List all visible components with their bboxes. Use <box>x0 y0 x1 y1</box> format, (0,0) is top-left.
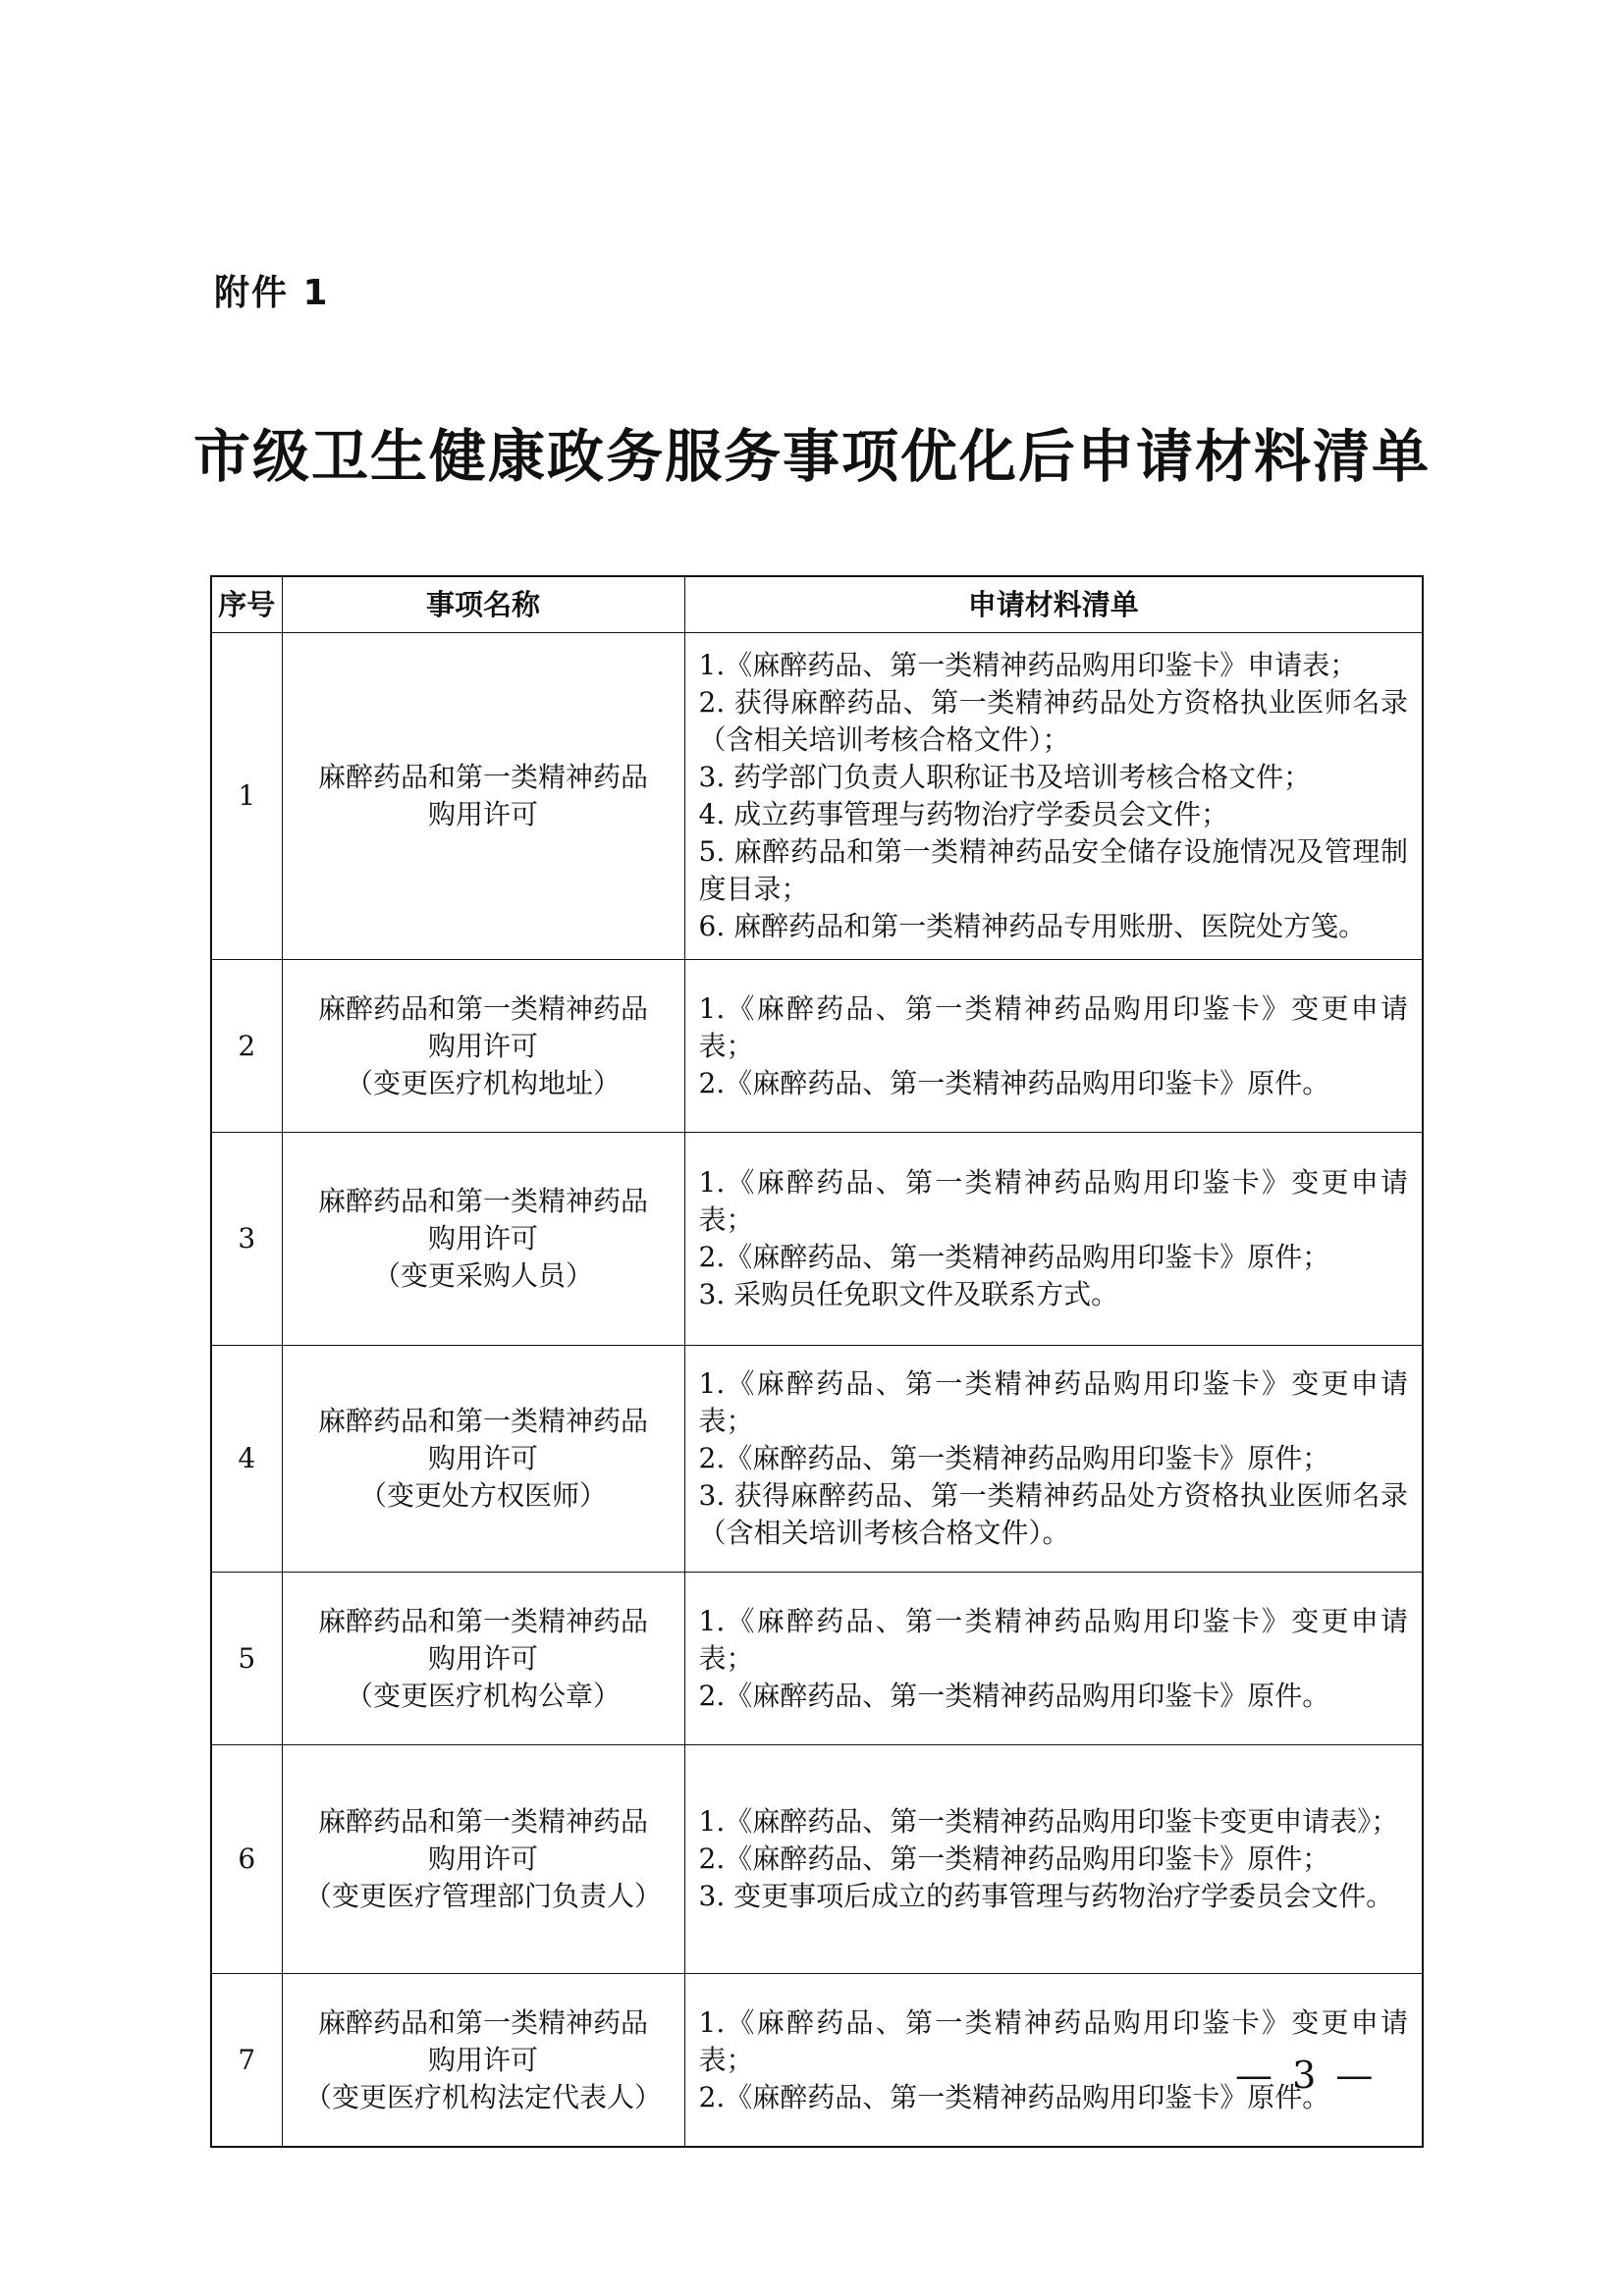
item-name-line: 麻醉药品和第一类精神药品 <box>317 1604 648 1637</box>
table-row <box>211 1133 1423 1346</box>
header-serial-number: 序号 <box>211 576 282 633</box>
material-item: 2.《麻醉药品、第一类精神药品购用印鉴卡》原件。 <box>698 1066 1330 1099</box>
item-name-line: 购用许可 <box>427 798 538 830</box>
item-name-line: 麻醉药品和第一类精神药品 <box>317 1405 648 1437</box>
material-item: 5. 麻醉药品和第一类精神药品安全储存设施情况及管理制度目录； <box>698 835 1408 905</box>
table-row <box>211 1745 1423 1974</box>
row-item-name <box>282 1346 684 1573</box>
table-row <box>211 633 1423 960</box>
item-name-line: 购用许可 <box>427 2043 538 2076</box>
item-name-line: 购用许可 <box>427 1442 538 1474</box>
row-materials <box>684 1573 1423 1745</box>
row-serial-number: 7 <box>211 1974 282 2148</box>
item-name-line: 麻醉药品和第一类精神药品 <box>317 1185 648 1217</box>
header-item-name: 事项名称 <box>282 576 684 633</box>
material-item: 2.《麻醉药品、第一类精神药品购用印鉴卡》原件。 <box>698 2080 1330 2113</box>
row-item-name <box>282 1133 684 1346</box>
row-serial-number: 4 <box>211 1346 282 1573</box>
row-item-name <box>282 633 684 960</box>
item-name-line: 购用许可 <box>427 1641 538 1675</box>
item-name-line: 购用许可 <box>427 1029 538 1062</box>
material-item: 3. 获得麻醉药品、第一类精神药品处方资格执业医师名录（含相关培训考核合格文件）。 <box>698 1479 1408 1549</box>
row-item-name <box>282 1745 684 1974</box>
material-item: 3. 变更事项后成立的药事管理与药物治疗学委员会文件。 <box>698 1880 1394 1912</box>
item-name-line: 购用许可 <box>427 1222 538 1255</box>
page-number: — 3 — <box>1235 2054 1378 2097</box>
material-item: 1.《麻醉药品、第一类精神药品购用印鉴卡》变更申请表； <box>698 1604 1408 1675</box>
document-title: 市级卫生健康政务服务事项优化后申请材料清单 <box>192 423 1431 490</box>
row-materials <box>684 633 1423 960</box>
item-name-line: （变更医疗机构公章） <box>345 1679 621 1712</box>
table-row <box>211 960 1423 1133</box>
material-item: 2.《麻醉药品、第一类精神药品购用印鉴卡》原件； <box>698 1842 1330 1875</box>
material-item: 6. 麻醉药品和第一类精神药品专用账册、医院处方笺。 <box>698 910 1367 942</box>
row-materials <box>684 1745 1423 1974</box>
material-item: 2.《麻醉药品、第一类精神药品购用印鉴卡》原件。 <box>698 1679 1330 1712</box>
material-item: 3. 药学部门负责人职称证书及培训考核合格文件； <box>698 761 1312 793</box>
table-row <box>211 1573 1423 1745</box>
row-serial-number: 5 <box>211 1573 282 1745</box>
attachment-label: 附件 1 <box>214 273 330 313</box>
row-serial-number: 2 <box>211 960 282 1133</box>
item-name-line: （变更处方权医师） <box>358 1479 607 1512</box>
row-materials <box>684 1133 1423 1346</box>
table-row <box>211 1346 1423 1573</box>
materials-table <box>210 575 1424 2148</box>
row-materials <box>684 1346 1423 1573</box>
item-name-line: 购用许可 <box>427 1842 538 1875</box>
item-name-line: （变更医疗机构地址） <box>345 1066 621 1099</box>
row-item-name <box>282 1974 684 2148</box>
material-item: 3. 采购员任免职文件及联系方式。 <box>698 1278 1119 1310</box>
item-name-line: 麻醉药品和第一类精神药品 <box>317 761 648 793</box>
material-item: 2.《麻醉药品、第一类精神药品购用印鉴卡》原件； <box>698 1241 1330 1273</box>
item-name-line: （变更医疗管理部门负责人） <box>303 1880 662 1912</box>
material-item: 1.《麻醉药品、第一类精神药品购用印鉴卡》变更申请表； <box>698 1166 1408 1236</box>
item-name-line: 麻醉药品和第一类精神药品 <box>317 1805 648 1838</box>
item-name-line: （变更采购人员） <box>372 1259 593 1292</box>
item-name-line: 麻醉药品和第一类精神药品 <box>317 2005 648 2039</box>
item-name-line: （变更医疗机构法定代表人） <box>303 2080 662 2113</box>
table-header-row <box>211 576 1423 633</box>
item-name-line: 麻醉药品和第一类精神药品 <box>317 991 648 1025</box>
material-item: 1.《麻醉药品、第一类精神药品购用印鉴卡》变更申请表； <box>698 1367 1408 1437</box>
material-item: 4. 成立药事管理与药物治疗学委员会文件； <box>698 798 1229 830</box>
row-serial-number: 1 <box>211 633 282 960</box>
row-item-name <box>282 1573 684 1745</box>
row-item-name <box>282 960 684 1133</box>
row-materials <box>684 960 1423 1133</box>
material-item: 1.《麻醉药品、第一类精神药品购用印鉴卡》变更申请表； <box>698 991 1408 1062</box>
material-item: 2.《麻醉药品、第一类精神药品购用印鉴卡》原件； <box>698 1442 1330 1474</box>
header-materials-list: 申请材料清单 <box>684 576 1423 633</box>
row-serial-number: 6 <box>211 1745 282 1974</box>
material-item: 1.《麻醉药品、第一类精神药品购用印鉴卡》变更申请表； <box>698 2005 1408 2076</box>
row-serial-number: 3 <box>211 1133 282 1346</box>
material-item: 1.《麻醉药品、第一类精神药品购用印鉴卡变更申请表》； <box>698 1805 1399 1838</box>
material-item: 2. 获得麻醉药品、第一类精神药品处方资格执业医师名录（含相关培训考核合格文件）； <box>698 686 1408 756</box>
material-item: 1.《麻醉药品、第一类精神药品购用印鉴卡》申请表； <box>698 649 1358 681</box>
